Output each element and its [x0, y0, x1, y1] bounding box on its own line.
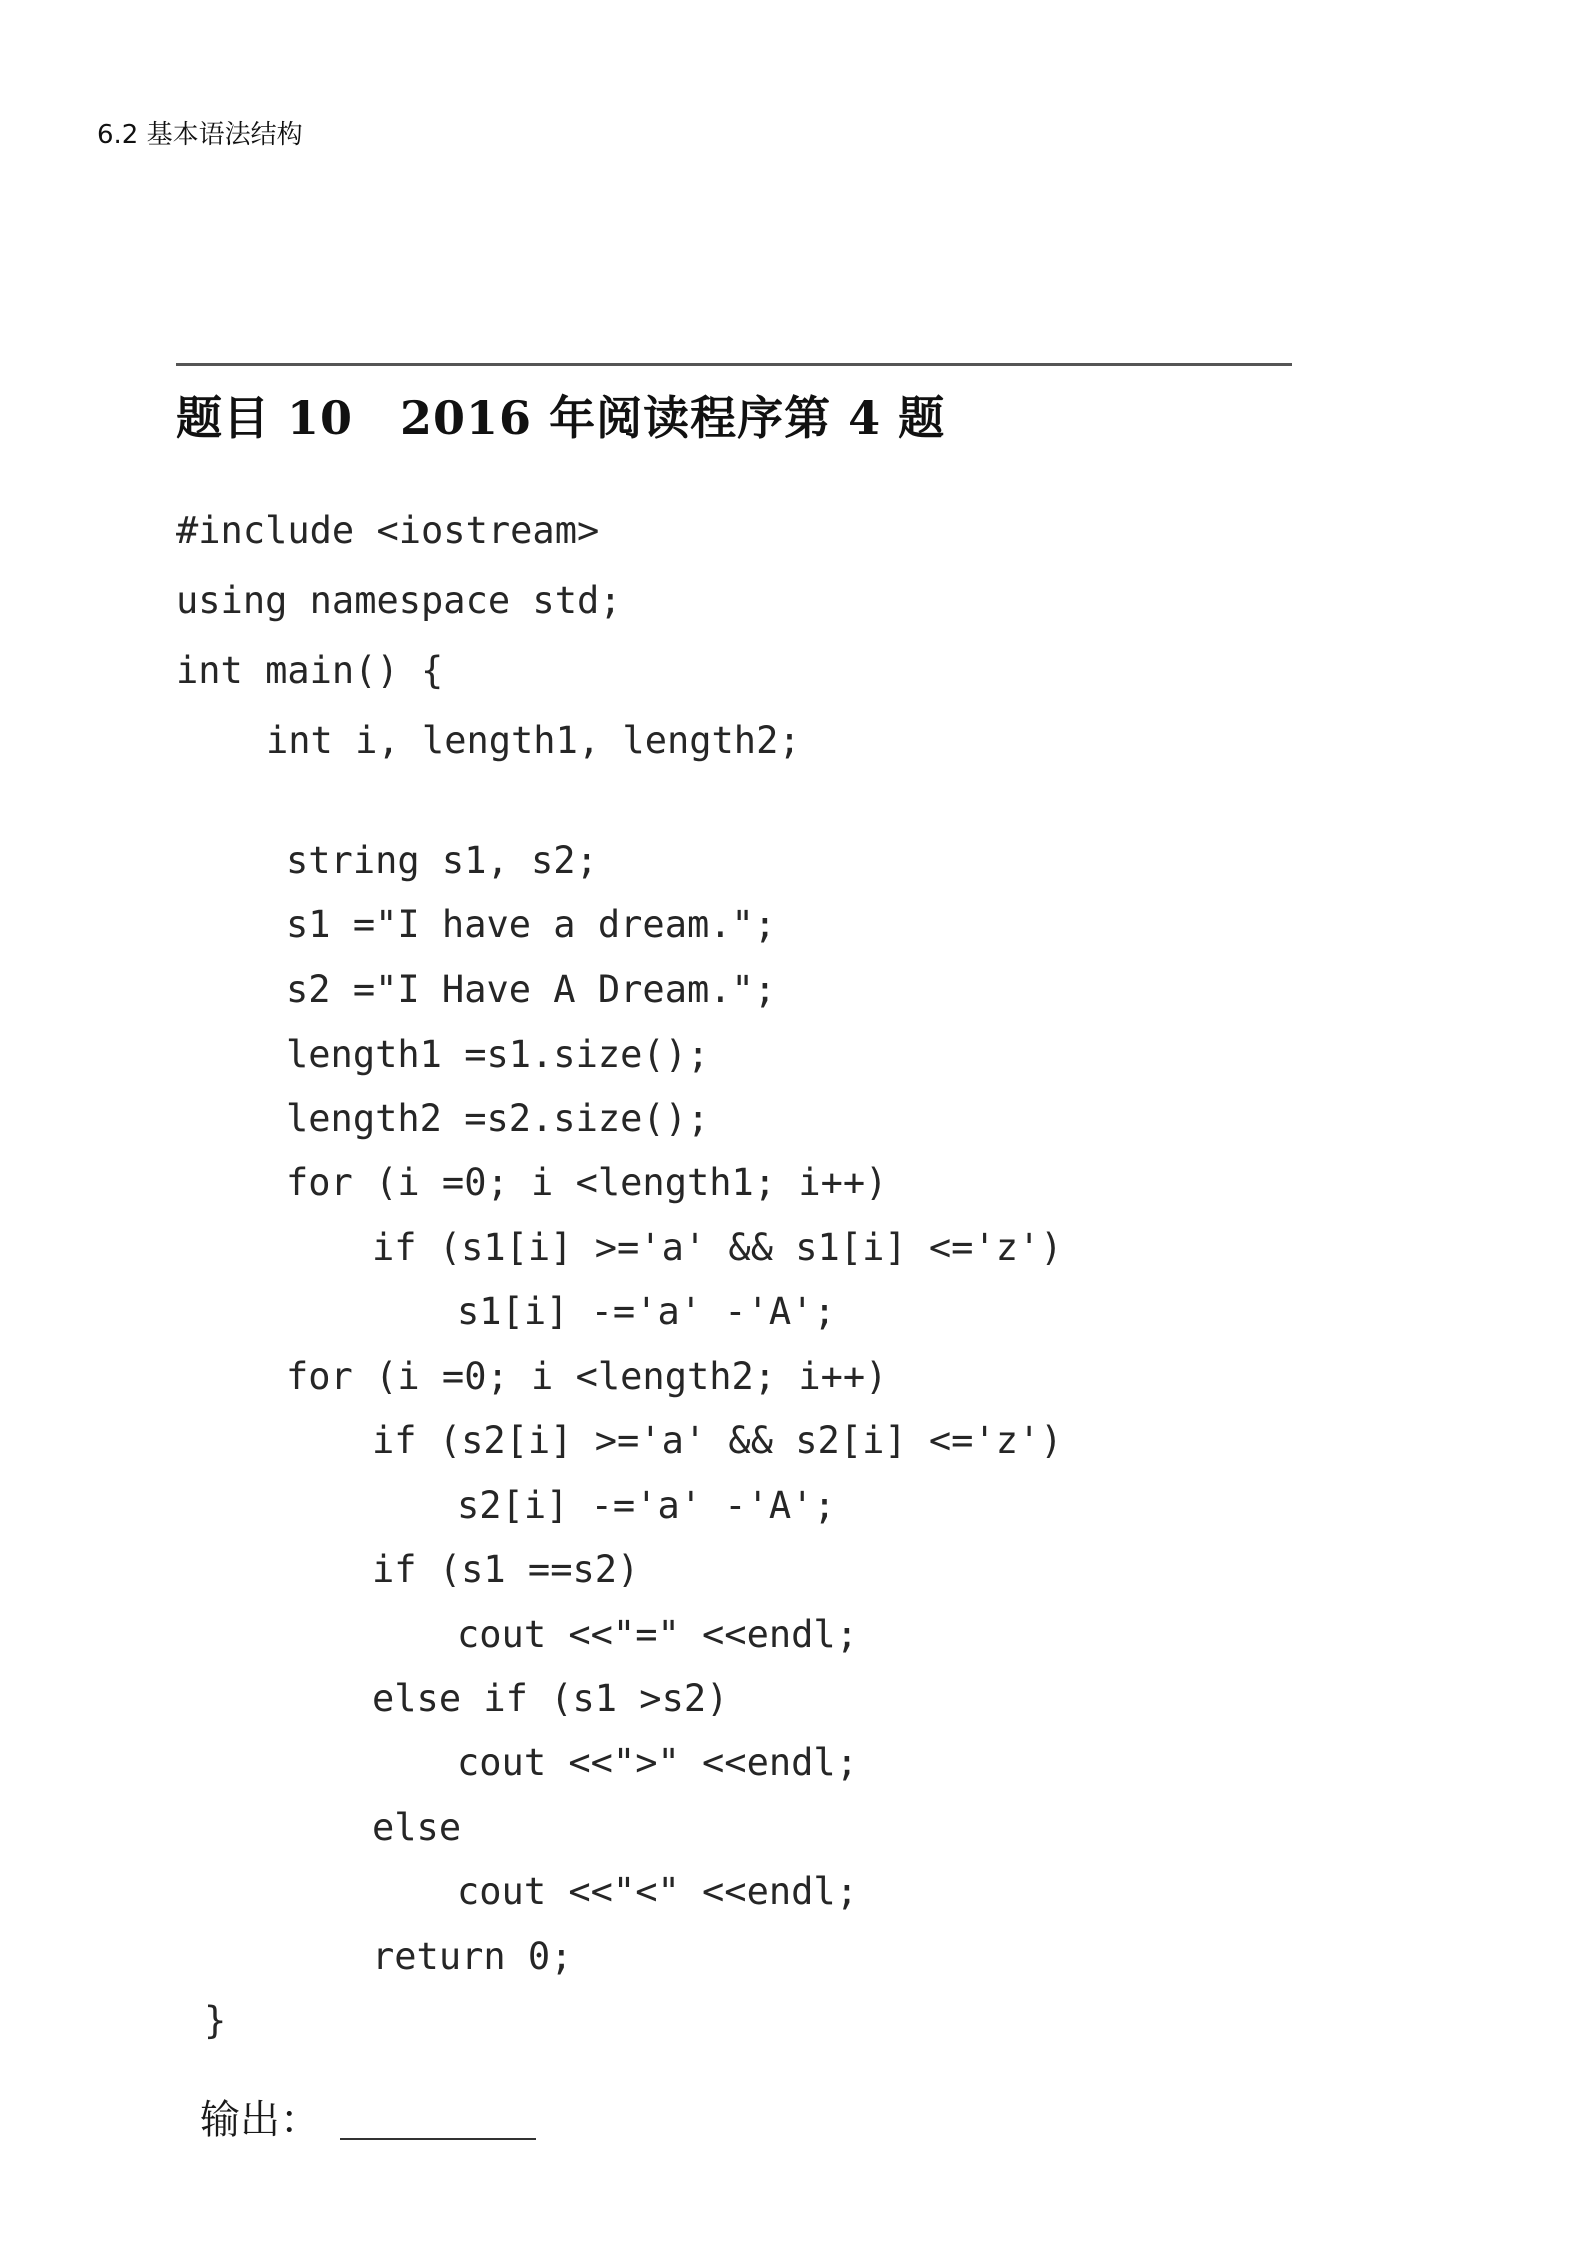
code-line: using namespace std; [176, 579, 622, 622]
title-rule [176, 363, 1292, 366]
code-line: for (i =0; i <length2; i++) [286, 1355, 888, 1398]
running-header: 6.2 基本语法结构 [97, 120, 303, 150]
code-line: string s1, s2; [286, 839, 598, 882]
code-line: s1 ="I have a dream."; [286, 903, 777, 946]
code-line: cout <<">" <<endl; [457, 1741, 858, 1784]
code-line: for (i =0; i <length1; i++) [286, 1161, 888, 1204]
code-line: s2[i] -='a' -'A'; [457, 1484, 836, 1527]
code-line: if (s1[i] >='a' && s1[i] <='z') [372, 1226, 1063, 1269]
code-line: return 0; [372, 1935, 573, 1978]
code-line: else if (s1 >s2) [372, 1677, 729, 1720]
code-line: s1[i] -='a' -'A'; [457, 1290, 836, 1333]
code-line: int i, length1, length2; [266, 719, 801, 762]
code-line: s2 ="I Have A Dream."; [286, 968, 777, 1011]
output-label: 输出： [200, 2097, 320, 2143]
code-line: if (s1 ==s2) [372, 1548, 640, 1591]
code-line: #include <iostream> [176, 509, 600, 552]
code-line: if (s2[i] >='a' && s2[i] <='z') [372, 1419, 1063, 1462]
code-line: int main() { [176, 649, 444, 692]
answer-blank [340, 2138, 536, 2140]
code-line: else [372, 1806, 462, 1849]
question-title: 题目 10 2016 年阅读程序第 4 题 [176, 391, 946, 445]
code-line: length2 =s2.size(); [286, 1097, 710, 1140]
code-line: cout <<"<" <<endl; [457, 1870, 858, 1913]
code-line: cout <<"=" <<endl; [457, 1613, 858, 1656]
code-line: length1 =s1.size(); [286, 1033, 710, 1076]
code-line: } [204, 1999, 227, 2042]
